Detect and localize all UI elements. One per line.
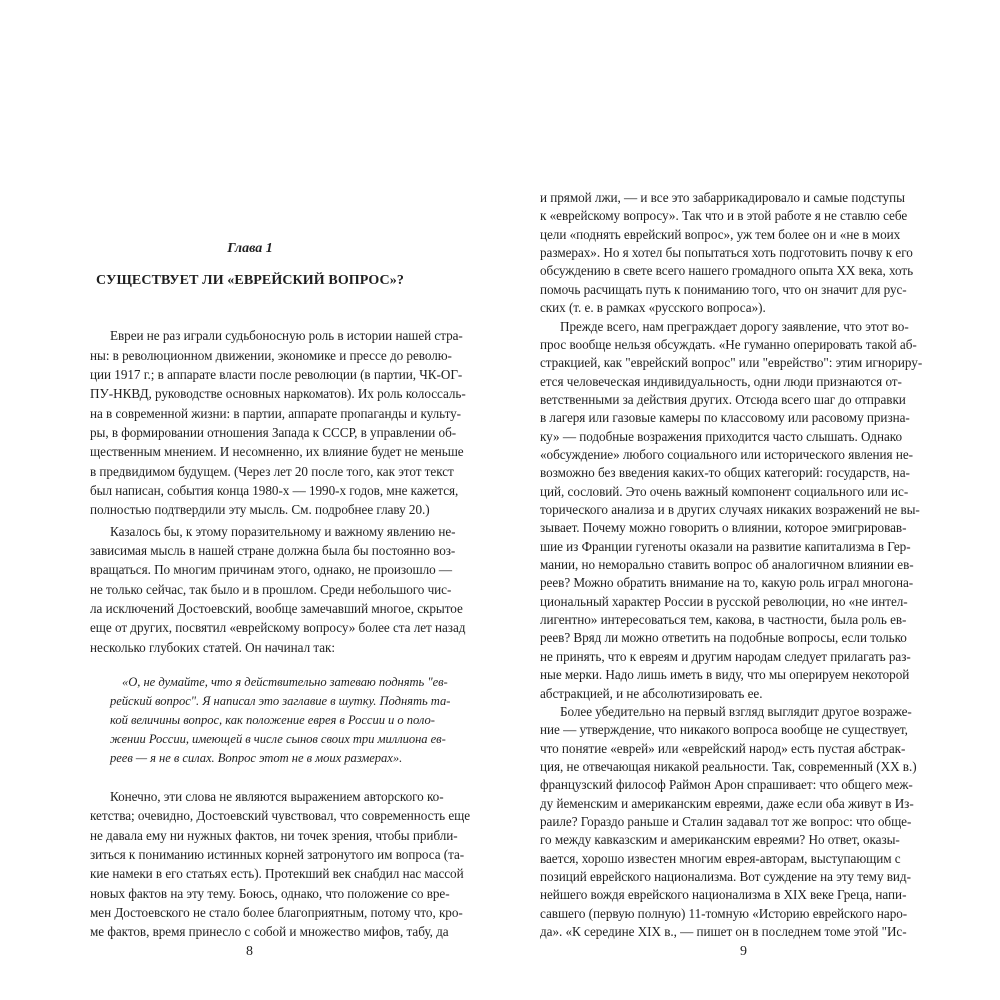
text-line: позиций еврейского национализма. Вот суждение на эту тему вид-	[540, 869, 911, 884]
text-line: ме фактов, время принесло с собой и множество мифов, табу, да	[90, 924, 449, 939]
chapter-title: СУЩЕСТВУЕТ ЛИ «ЕВРЕЙСКИЙ ВОПРОС»?	[96, 273, 404, 288]
text-line: мен Достоевского не стало более благоприятным, потому что, кро-	[90, 905, 463, 920]
text-line: «обсуждение» любого социального или исторического явления не-	[540, 446, 913, 462]
text-line: не давала ему ни нужных фактов, ни точек зрения, чтобы прибли-	[90, 828, 458, 843]
text-line: циональный характер России в русской революции, но «не интел-	[540, 593, 908, 609]
text-line: ций, сословий. Это очень важный компонент социального или ис-	[540, 483, 909, 499]
text-line: не принять, что к евреям и другим народам следует прилагать раз-	[540, 648, 911, 664]
text-line: ПУ-НКВД, руководстве основных наркоматов). Их роль колоссаль-	[90, 386, 466, 401]
text-line: французский философ Раймон Арон спрашивает: что общего меж-	[540, 777, 913, 793]
text-line: вращаться. По многим причинам этого, однако, не произошло —	[90, 562, 453, 577]
text-line: к «еврейскому вопросу». Так что и в этой работе я не ставлю себе	[540, 208, 908, 224]
right-page	[500, 0, 1000, 1000]
text-line: полностью подтвердили эту мысль. См. подробнее главу 20.)	[90, 502, 430, 517]
text-line: кетства; очевидно, Достоевский чувствовал, что современность еще	[90, 808, 471, 823]
text-line: лигентно» интересоваться тем, какова, в частности, была роль ев-	[540, 612, 907, 627]
text-line: Конечно, эти слова не являются выражением авторского ко-	[110, 789, 444, 804]
text-line: и прямой лжи, — и все это забаррикадировало и самые подступы	[540, 190, 905, 205]
text-line: ции 1917 г.; в аппарате власти после революции (в партии, ЧК-ОГ-	[90, 367, 463, 382]
text-line: ветственными за действия других. Отсюда всего шаг до отправки	[540, 391, 906, 407]
text-line: Прежде всего, нам преграждает дорогу заявление, что этот во-	[560, 318, 909, 334]
text-line: зиться к пониманию истинных корней затронутого им вопроса (та-	[90, 847, 465, 862]
text-line: ция, не отвечающая никакой реальности. Так, современный (XX в.)	[540, 758, 917, 774]
text-line: Более убедительно на первый взгляд выглядит другое возраже-	[560, 703, 912, 719]
text-line: цели «поднять еврейский вопрос», уж тем более он и «не в моих	[540, 226, 901, 242]
text-line: щественным мнением. И несомненно, их влияние будет не меньше	[90, 444, 464, 459]
text-line: в лагеря или газовые камеры по классовому или расовому призна-	[540, 410, 910, 426]
quote-line: «О, не думайте, что я действительно затеваю поднять "ев-	[122, 675, 448, 689]
text-line: зависимая мысль в нашей стране должна была бы постоянно воз-	[90, 543, 456, 558]
text-line: стракцией, как "еврейский вопрос" или "еврейство": этим игнориру-	[540, 355, 923, 371]
page-number: 9	[740, 944, 747, 959]
text-line: ду йеменским и американским евреями, даже если оба живут в Из-	[540, 795, 914, 811]
text-line: нейшего вождя еврейского национализма в XIX веке Греца, напи-	[540, 887, 907, 903]
text-line: возможно без введения каких-то общих категорий: государств, на-	[540, 465, 910, 481]
text-line: был написан, события конца 1980-х — 1990-х годов, мне кажется,	[90, 483, 459, 498]
quote-line: реев — я не в силах. Вопрос этот не в моих размерах».	[110, 751, 403, 765]
text-line: ны: в революционном движении, экономике и прессе до револю-	[90, 348, 452, 363]
text-line: что понятие «еврей» или «еврейский народ» есть пустая абстрак-	[540, 740, 906, 756]
text-line: реев? Можно обратить внимание на то, какую роль играл многона-	[540, 575, 914, 591]
text-line: ется человеческая индивидуальность, одни люди признаются от-	[540, 373, 902, 389]
text-line: реев? Вряд ли можно ответить на подобные вопросы, если только	[540, 630, 907, 646]
text-line: Казалось бы, к этому поразительному и важному явлению не-	[110, 524, 456, 539]
text-line: раиле? Гораздо раньше и Сталин задавал тот же вопрос: что обще-	[540, 813, 912, 829]
text-line: Евреи не раз играли судьбоносную роль в истории нашей стра-	[110, 328, 463, 343]
text-line: го между кавказским и американским евреями? Но ответ, оказы-	[540, 832, 900, 848]
text-line: прос вообще нельзя обсуждать. «Не гуманно оперировать такой аб-	[540, 336, 917, 352]
text-line: не только сейчас, так было и в прошлом. Среди небольшого чис-	[90, 582, 452, 597]
text-line: ные мерки. Надо лишь иметь в виду, что мы оперируем некоторой	[540, 667, 910, 683]
text-line: торического анализа и в других случаях никаких возражений не вы-	[540, 502, 920, 517]
text-line: обсуждению в свете всего нашего громадного опыта XX века, хоть	[540, 263, 914, 279]
text-line: вается, хорошо известен многим еврея-авторам, выступающим с	[540, 850, 901, 866]
text-line: абстракцией, и не абсолютизировать ее.	[540, 685, 763, 701]
text-line: в предвидимом будущем. (Через лет 20 после того, как этот текст	[90, 464, 454, 479]
text-line: да». «К середине XIX в., — пишет он в последнем томе этой "Ис-	[540, 924, 907, 939]
text-line: новых фактов на эту тему. Боюсь, однако, что положение со вре-	[90, 886, 450, 901]
text-line: савшего (первую полную) 11-томную «Историю еврейского наро-	[540, 905, 908, 921]
quote-line: жении России, имеющей в числе сынов своих три миллиона ев-	[110, 732, 446, 746]
text-line: ры, в формировании отношения Запада к СССР, в управлении об-	[90, 425, 457, 440]
text-line: размерах». Но я хотел бы попытаться хоть подготовить почву к его	[540, 245, 913, 261]
text-line: еще от других, посвятил «еврейскому вопросу» более ста лет назад	[90, 620, 466, 635]
quote-line: рейский вопрос". Я написал это заглавие в шутку. Поднять та-	[110, 694, 451, 708]
text-line: ских (т. е. в рамках «русского вопроса»).	[540, 300, 766, 316]
page-number: 8	[246, 944, 253, 959]
text-line: несколько глубоких статей. Он начинал так:	[90, 640, 336, 655]
text-line: на в современной жизни: в партии, аппарате пропаганды и культу-	[90, 406, 462, 421]
text-line: мании, но неморально ставить вопрос об аналогичном влиянии ев-	[540, 557, 914, 572]
text-line: ние — утверждение, что никакого вопроса вообще не существует,	[540, 722, 908, 738]
text-line: помочь расчищать путь к пониманию того, что он значит для рус-	[540, 281, 907, 297]
quote-line: кой величины вопрос, как положение еврея в России и о поло-	[110, 713, 435, 727]
text-line: зывает. Почему можно говорить о влиянии, которое эмигрировав-	[540, 520, 907, 536]
text-line: ку» — подобные возражения приходится часто слышать. Однако	[540, 428, 902, 444]
text-line: шие из Франции гугеноты оказали на развитие капитализма в Гер-	[540, 538, 911, 554]
text-line: кие намеки в его статьях есть). Протекший век снабдил нас массой	[90, 866, 464, 881]
chapter-label: Глава 1	[227, 241, 273, 256]
text-line: ла исключений Достоевский, вообще замечавший многое, скрытое	[90, 601, 463, 616]
